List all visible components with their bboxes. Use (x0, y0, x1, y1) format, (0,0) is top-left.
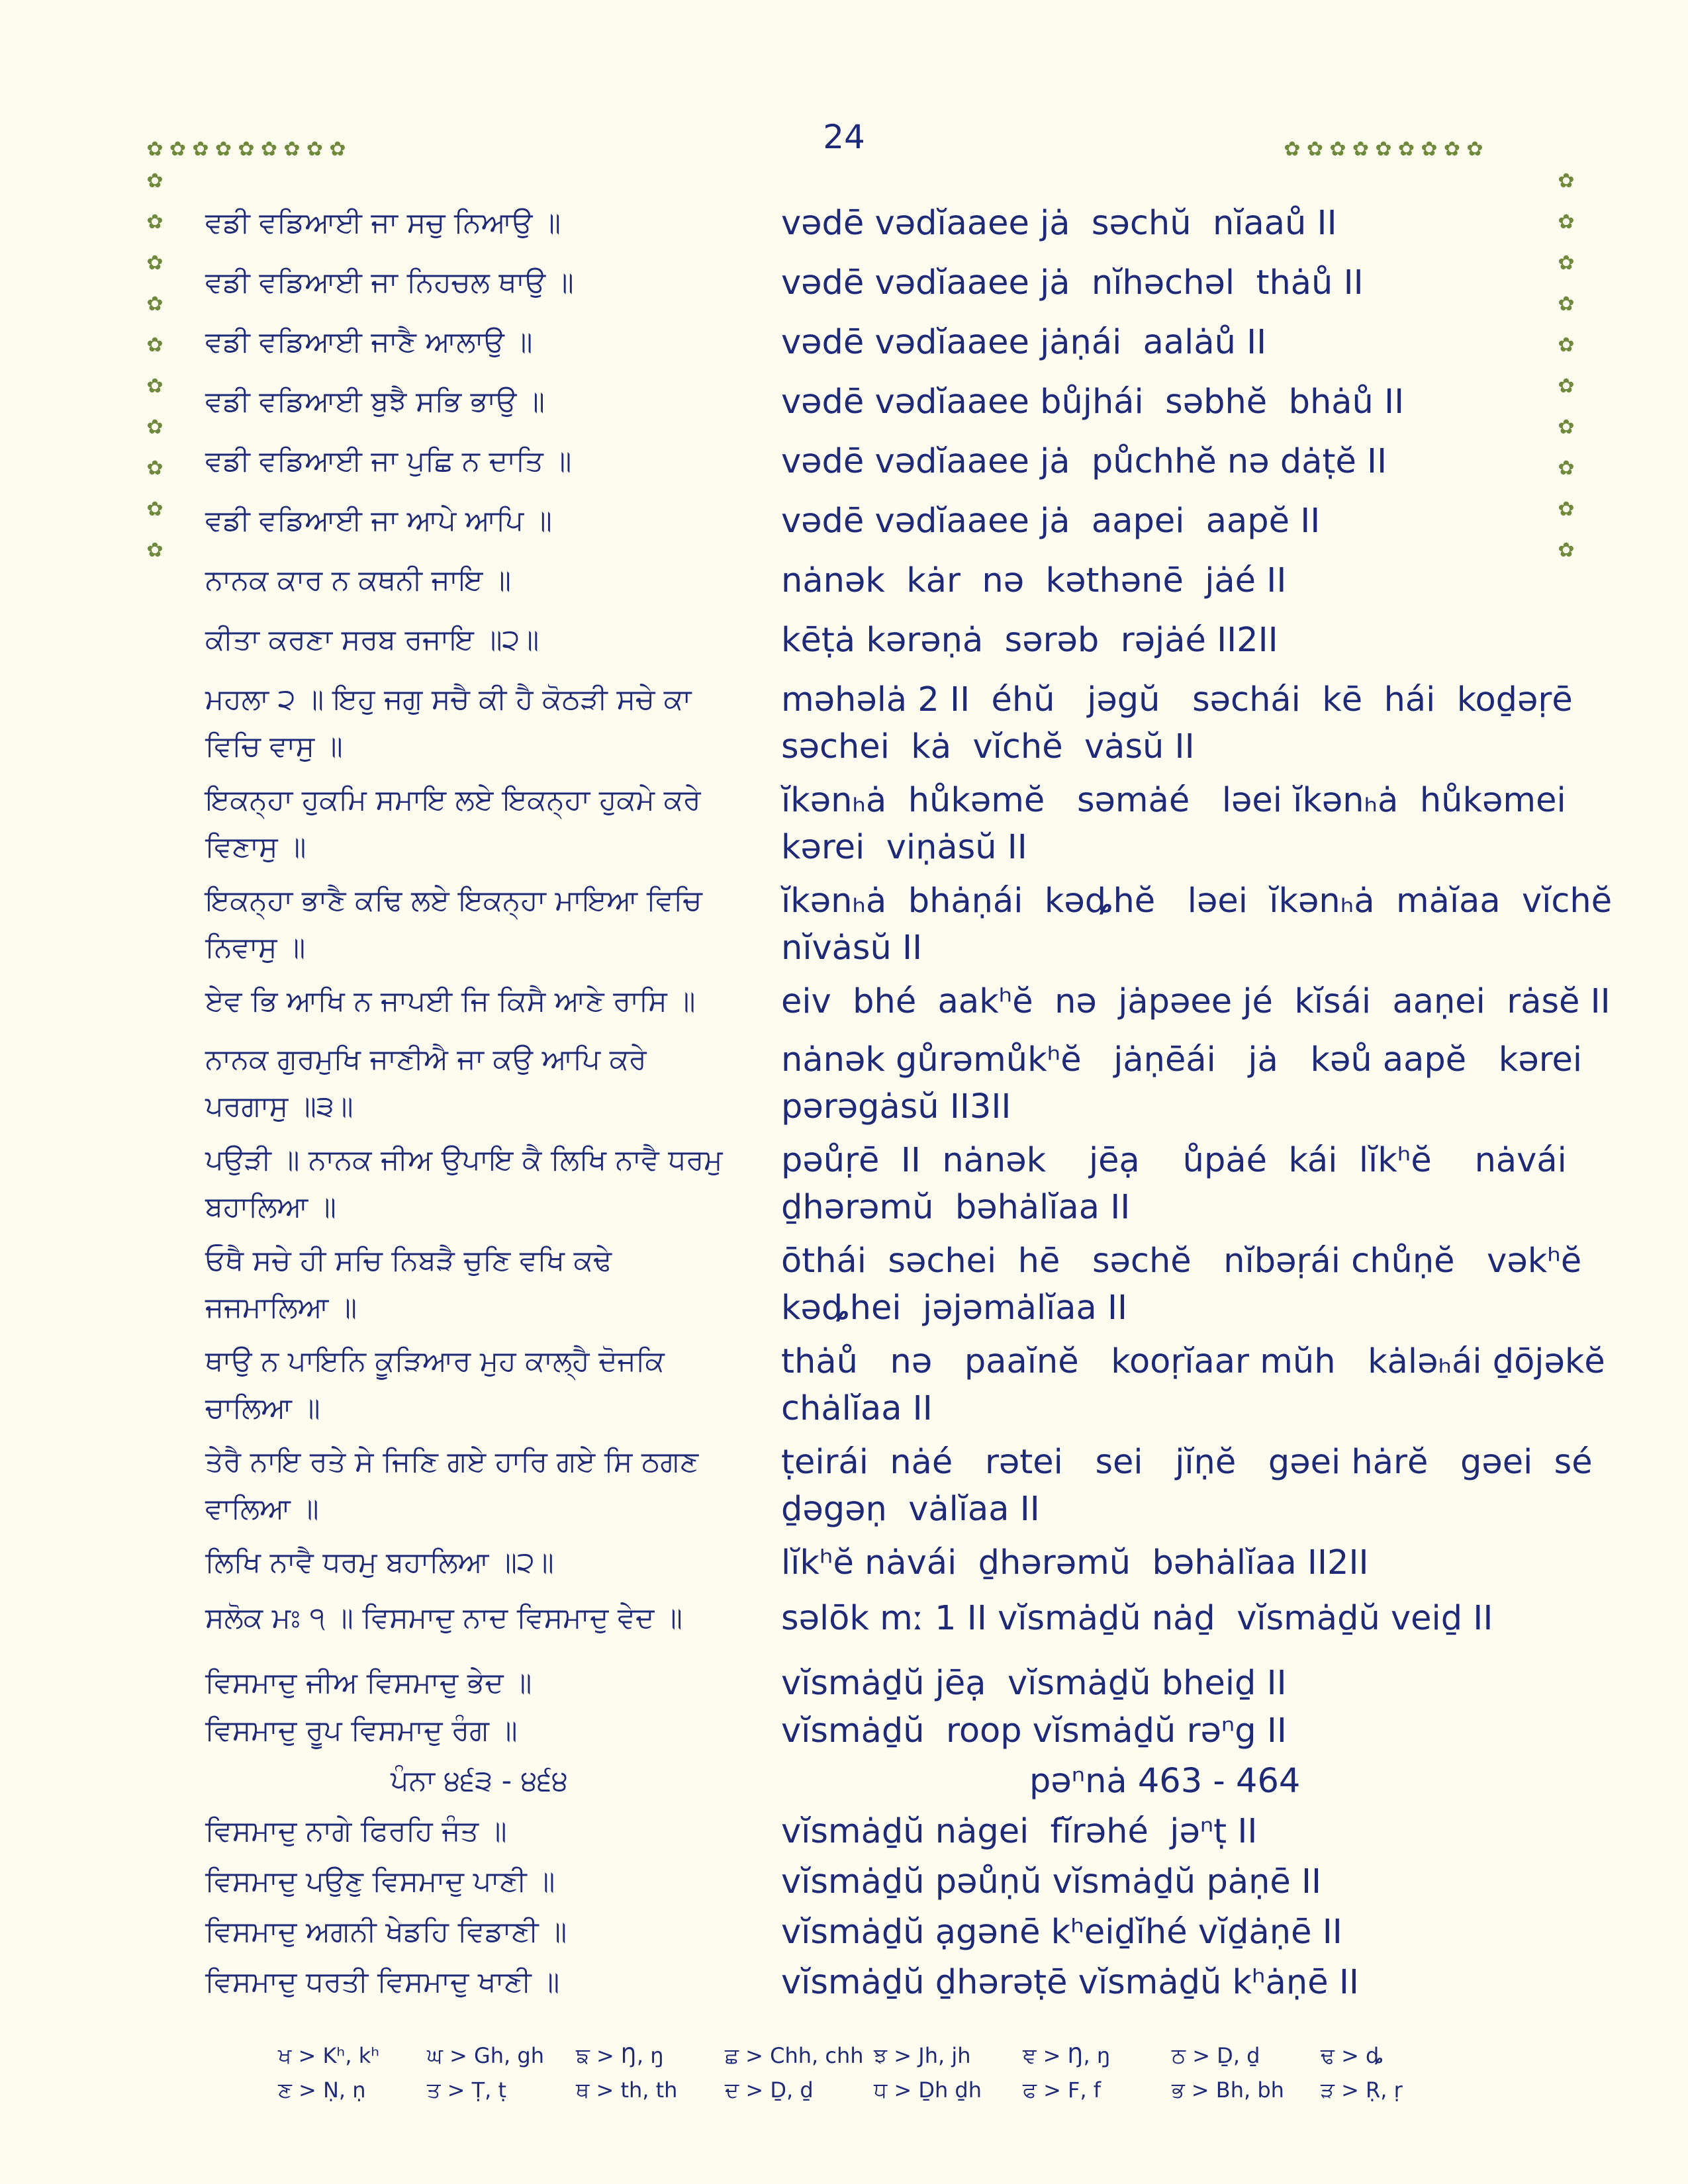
transliteration-text: vədē vədĭaaee jȧ səchŭ nĭaaů II (781, 204, 1337, 243)
gurmukhi-text: ਵਡੀ ਵਡਿਆਈ ਜਾ ਸਚੁ ਨਿਆਉ ॥ (205, 206, 561, 240)
transliteration-text: eiv bhé aakʰĕ nə jȧpəee jé kĭsái aaṇei rȧsĕ II (781, 982, 1611, 1021)
transliteration-text: vĭsmȧḏŭ jēạ vĭsmȧḏŭ bheiḏ II (781, 1664, 1287, 1703)
legend-row (278, 2073, 1470, 2107)
flower-ornament-icon: ✿ (283, 138, 301, 161)
gurmukhi-text: ਏਵ ਭਿ ਆਖਿ ਨ ਜਾਪਈ ਜਿ ਕਿਸੈ ਆਣੇ ਰਾਸਿ ॥ (205, 985, 696, 1018)
legend-row (278, 2038, 1470, 2073)
flower-ornament-icon: ✿ (238, 138, 255, 161)
transliteration-text: vədē vədĭaaee jȧ aapei aapĕ II (781, 502, 1321, 541)
transliteration-text: vədē vədĭaaee bůjhái səbhĕ bhȧů II (781, 383, 1405, 422)
gurmukhi-text: ਮਹਲਾ ੨ ॥ ਇਹੁ ਜਗੁ ਸਚੈ ਕੀ ਹੈ ਕੋਠੜੀ ਸਚੇ ਕਾ ਵਿਚਿ ਵਾਸੁ ॥ (205, 683, 692, 763)
gurmukhi-text: ਵਿਸਮਾਦੁ ਪਉਣੁ ਵਿਸਮਾਦੁ ਪਾਣੀ ॥ (205, 1865, 555, 1898)
gurmukhi-text: ਤੇਰੈ ਨਾਇ ਰਤੇ ਸੇ ਜਿਣਿ ਗਏ ਹਾਰਿ ਗਏ ਸਿ ਠਗਣ ਵਾਲਿਆ ॥ (205, 1445, 699, 1525)
flower-ornament-icon: ✿ (146, 251, 164, 275)
gurmukhi-text: ਪੰਨਾ ੪੬੩ - ੪੬੪ (391, 1764, 569, 1797)
flower-ornament-icon: ✿ (192, 138, 209, 161)
flower-ornament-icon: ✿ (146, 457, 164, 480)
flower-ornament-icon: ✿ (1558, 251, 1575, 275)
flower-ornament-icon: ✿ (1352, 138, 1370, 161)
gurmukhi-text: ਵਡੀ ਵਡਿਆਈ ਬੁਝੈ ਸਭਿ ਭਾਉ ॥ (205, 385, 545, 418)
legend-item: ਛ > Chh, chh (725, 2042, 864, 2068)
flower-ornament-icon: ✿ (260, 138, 278, 161)
legend-item: ਧ > Ḏh ḏh (874, 2077, 982, 2103)
gurmukhi-text: ਵਿਸਮਾਦੁ ਨਾਗੇ ਫਿਰਹਿ ਜੰਤ ॥ (205, 1815, 507, 1848)
gurmukhi-text: ਇਕਨ੍ਹਾ ਹੁਕਮਿ ਸਮਾਇ ਲਏ ਇਕਨ੍ਹਾ ਹੁਕਮੇ ਕਰੇ ਵਿਣਾਸੁ ॥ (205, 784, 701, 864)
flower-ornament-icon: ✿ (146, 293, 164, 316)
transliteration-text: vĭsmȧḏŭ pəůṇŭ vĭsmȧḏŭ pȧṇē II (781, 1862, 1322, 1901)
gurmukhi-text: ਸਲੋਕ ਮਃ ੧ ॥ ਵਿਸਮਾਦੁ ਨਾਦ ਵਿਸਮਾਦੁ ਵੇਦ ॥ (205, 1602, 683, 1635)
legend-item: ਖ > Kʰ, kʰ (278, 2042, 380, 2068)
gurmukhi-text: ਨਾਨਕ ਕਾਰ ਨ ਕਥਨੀ ਜਾਇ ॥ (205, 564, 512, 597)
gurmukhi-text: ਵਿਸਮਾਦੁ ਜੀਅ ਵਿਸਮਾਦੁ ਭੇਦ ॥ (205, 1666, 532, 1700)
transliteration-text: pəⁿnȧ 463 - 464 (1029, 1762, 1301, 1801)
legend-item: ਭ > Bh, bh (1172, 2077, 1284, 2103)
flower-ornament-icon: ✿ (214, 138, 232, 161)
transliteration-text: thȧů nə paaĭnĕ kooṛĭaar mŭh kȧləₕái ḏōjəkĕ chȧlĭaa II (781, 1342, 1605, 1428)
transliteration-text: səlōk mː 1 II vĭsmȧḏŭ nȧḏ vĭsmȧḏŭ veiḏ II (781, 1599, 1493, 1638)
flower-ornament-icon: ✿ (329, 138, 346, 161)
flower-ornament-icon: ✿ (146, 169, 164, 193)
gurmukhi-text: ਲਿਖਿ ਨਾਵੈ ਧਰਮੁ ਬਹਾਲਿਆ ॥੨॥ (205, 1546, 554, 1579)
gurmukhi-text: ਇਕਨ੍ਹਾ ਭਾਣੈ ਕਢਿ ਲਏ ਇਕਨ੍ਹਾ ਮਾਇਆ ਵਿਚਿ ਨਿਵਾਸੁ ॥ (205, 884, 702, 964)
transliteration-text: vĭsmȧḏŭ ạgənē kʰeiḏĭhé vĭḏȧṇē II (781, 1913, 1342, 1952)
legend-item: ਠ > Ḏ, ḏ (1172, 2042, 1260, 2068)
flower-ornament-icon: ✿ (1397, 138, 1415, 161)
gurmukhi-text: ਵਡੀ ਵਡਿਆਈ ਜਾ ਨਿਹਚਲ ਥਾਉ ॥ (205, 266, 574, 299)
flower-ornament-icon: ✿ (1558, 375, 1575, 398)
flower-ornament-icon: ✿ (169, 138, 187, 161)
flower-ornament-icon: ✿ (1466, 138, 1483, 161)
legend-item: ਤ > Ṭ, ṭ (427, 2077, 507, 2103)
flower-ornament-icon: ✿ (1329, 138, 1346, 161)
legend-item: ਥ > th, th (576, 2077, 678, 2103)
gurmukhi-text: ਨਾਨਕ ਗੁਰਮੁਖਿ ਜਾਣੀਐ ਜਾ ਕਉ ਆਪਿ ਕਰੇ ਪਰਗਾਸੁ ॥੩॥ (205, 1043, 647, 1123)
legend-item: ਫ > F, f (1023, 2077, 1102, 2103)
legend-item: ੜ > Ṛ, ṛ (1321, 2077, 1403, 2103)
legend-item: ਘ > Gh, gh (427, 2042, 544, 2068)
gurmukhi-text: ਵਿਸਮਾਦੁ ਰੂਪ ਵਿਸਮਾਦੁ ਰੰਗ ॥ (205, 1714, 518, 1747)
legend-item: ਙ > Ŋ, ŋ (576, 2042, 664, 2068)
gurmukhi-text: ਵਡੀ ਵਡਿਆਈ ਜਾਣੈ ਆਲਾਉ ॥ (205, 326, 533, 359)
flower-ornament-icon: ✿ (146, 539, 164, 562)
gurmukhi-text: ਵਿਸਮਾਦੁ ਧਰਤੀ ਵਿਸਮਾਦੁ ਖਾਣੀ ॥ (205, 1966, 560, 1999)
legend-item: ਢ > ȡ (1321, 2042, 1383, 2068)
flower-ornament-icon: ✿ (1421, 138, 1438, 161)
flower-ornament-icon: ✿ (146, 210, 164, 234)
flower-ornament-icon: ✿ (1558, 416, 1575, 439)
legend-item: ਦ > Ḏ, ḏ (725, 2077, 814, 2103)
gurmukhi-text: ਵਡੀ ਵਡਿਆਈ ਜਾ ਪੁਛਿ ਨ ਦਾਤਿ ॥ (205, 445, 572, 478)
transliteration-text: vədē vədĭaaee jȧ půchhĕ nə dȧṭĕ II (781, 442, 1387, 481)
transliteration-text: vĭsmȧḏŭ ḏhərəṭē vĭsmȧḏŭ kʰȧṇē II (781, 1963, 1359, 2002)
flower-ornament-icon: ✿ (146, 416, 164, 439)
transliteration-text: nȧnək kȧr nə kəthənē jȧé II (781, 561, 1287, 600)
transliteration-text: lĭkʰĕ nȧvái ḏhərəmŭ bəhȧlĭaa II2II (781, 1543, 1369, 1582)
flower-ornament-icon: ✿ (1375, 138, 1392, 161)
flower-ornament-icon: ✿ (306, 138, 324, 161)
flower-ornament-icon: ✿ (1558, 457, 1575, 480)
transliteration-text: ĭkənₕȧ hůkəmĕ səmȧé ləei ĭkənₕȧ hůkəmei kərei viṇȧsŭ II (781, 781, 1566, 867)
transliteration-text: kēṭȧ kərəṇȧ sərəb rəjȧé II2II (781, 621, 1278, 660)
flower-ornament-icon: ✿ (1558, 210, 1575, 234)
gurmukhi-text: ਪਉੜੀ ॥ ਨਾਨਕ ਜੀਅ ਉਪਾਇ ਕੈ ਲਿਖਿ ਨਾਵੈ ਧਰਮੁ ਬਹਾਲਿਆ ॥ (205, 1144, 723, 1224)
gurmukhi-text: ਵਡੀ ਵਡਿਆਈ ਜਾ ਆਪੇ ਆਪਿ ॥ (205, 504, 552, 537)
flower-ornament-icon: ✿ (1558, 334, 1575, 357)
gurmukhi-text: ਥਾਉ ਨ ਪਾਇਨਿ ਕੂੜਿਆਰ ਮੁਹ ਕਾਲ੍ਹੈ ਦੋਜਕਿ ਚਾਲਿਆ ॥ (205, 1345, 665, 1425)
transliteration-legend (278, 2038, 1470, 2107)
gurmukhi-text: ਓਥੈ ਸਚੇ ਹੀ ਸਚਿ ਨਿਬੜੈ ਚੁਣਿ ਵਖਿ ਕਢੇ ਜਜਮਾਲਿਆ ॥ (205, 1244, 612, 1324)
flower-ornament-icon: ✿ (146, 375, 164, 398)
flower-ornament-icon: ✿ (146, 498, 164, 521)
transliteration-text: ĭkənₕȧ bhȧṇái kəȡhĕ ləei ĭkənₕȧ mȧĭaa vĭchĕ nĭvȧsŭ II (781, 882, 1613, 968)
gurmukhi-text: ਕੀਤਾ ਕਰਣਾ ਸਰਬ ਰਜਾਇ ॥੨॥ (205, 623, 539, 657)
page-number: 24 (823, 118, 865, 156)
flower-ornament-icon: ✿ (146, 138, 164, 161)
flower-ornament-icon: ✿ (1306, 138, 1324, 161)
transliteration-text: vədē vədĭaaee jȧ nĭhəchəl thȧů II (781, 263, 1364, 302)
transliteration-text: pəůṛē II nȧnək jēạ ůpȧé kái lĭkʰĕ nȧvái ḏhərəmŭ bəhȧlĭaa II (781, 1141, 1567, 1227)
transliteration-text: vĭsmȧḏŭ nȧgei fĭrəhé jəⁿṭ II (781, 1812, 1258, 1851)
flower-ornament-icon: ✿ (146, 334, 164, 357)
flower-ornament-icon: ✿ (1558, 169, 1575, 193)
flower-ornament-icon: ✿ (1558, 293, 1575, 316)
transliteration-text: məhəlȧ 2 II éhŭ jəgŭ səchái kē hái koḏəṛē səchei kȧ vĭchĕ vȧsŭ II (781, 680, 1573, 766)
transliteration-text: vədē vədĭaaee jȧṇái aalȧů II (781, 323, 1267, 362)
transliteration-text: nȧnək gůrəmůkʰĕ jȧṇēái jȧ kəů aapĕ kərei pərəgȧsŭ II3II (781, 1040, 1583, 1126)
transliteration-text: vĭsmȧḏŭ roop vĭsmȧḏŭ rəⁿg II (781, 1711, 1287, 1751)
flower-ornament-icon: ✿ (1284, 138, 1301, 161)
gurmukhi-text: ਵਿਸਮਾਦੁ ਅਗਨੀ ਖੇਡਹਿ ਵਿਡਾਣੀ ॥ (205, 1915, 567, 1948)
flower-ornament-icon: ✿ (1558, 539, 1575, 562)
flower-ornament-icon: ✿ (1443, 138, 1461, 161)
legend-item: ਝ > Jh, jh (874, 2042, 971, 2068)
legend-item: ਣ > Ṇ, ṇ (278, 2077, 366, 2103)
transliteration-text: ṭeirái nȧé rətei sei jĭṇĕ gəei hȧrĕ gəei sé ḏəgəṇ vȧlĭaa II (781, 1443, 1593, 1529)
legend-item: ਞ > Ŋ, ŋ (1023, 2042, 1111, 2068)
transliteration-text: ōthái səchei hē səchĕ nĭbəṛái chůṇĕ vəkʰĕ kəȡhei jəjəmȧlĭaa II (781, 1242, 1582, 1328)
flower-ornament-icon: ✿ (1558, 498, 1575, 521)
